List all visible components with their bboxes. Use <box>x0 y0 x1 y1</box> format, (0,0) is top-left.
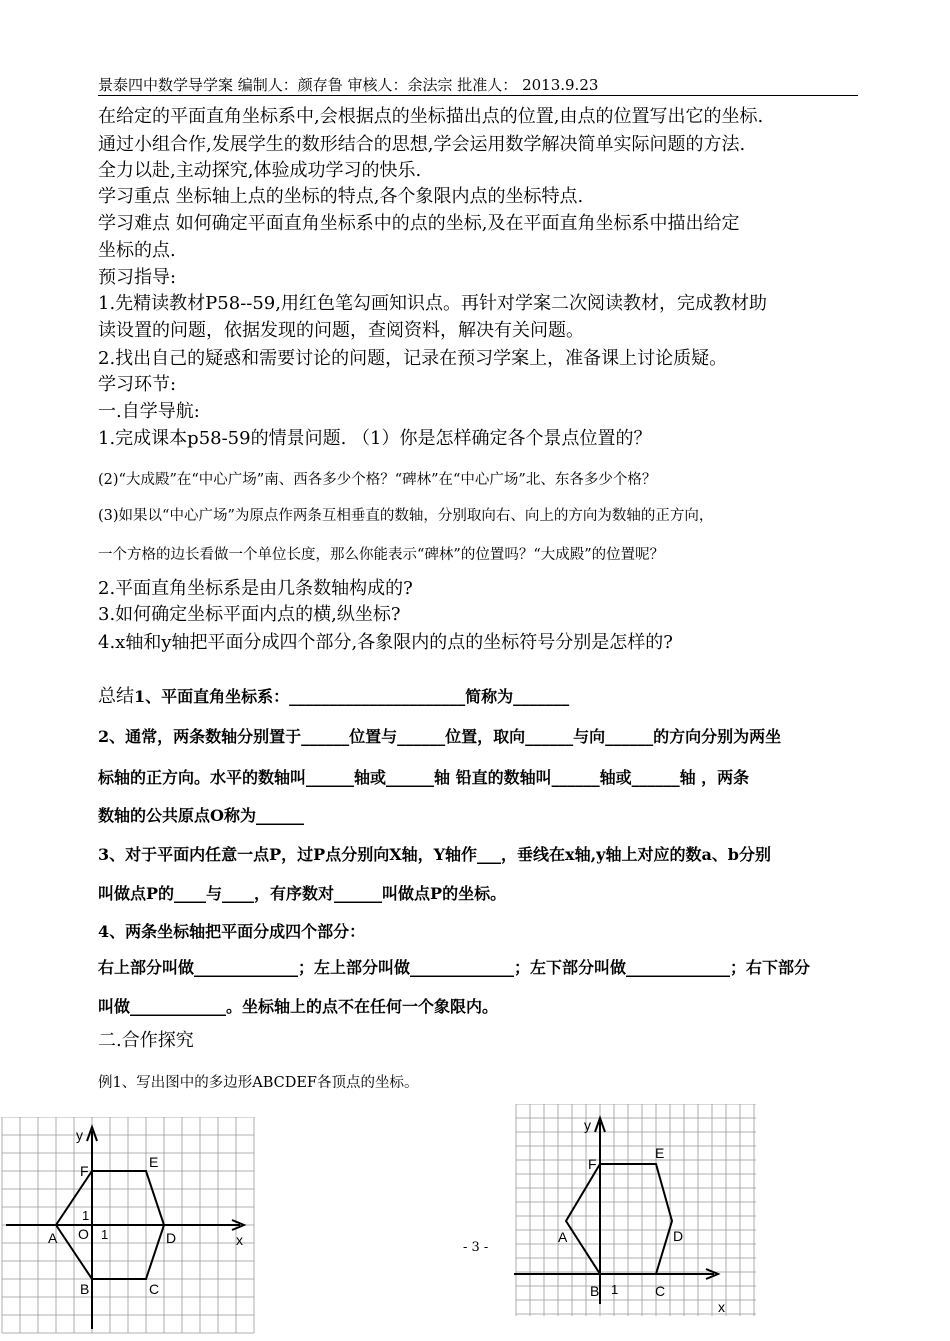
unit-y-left: 1 <box>82 1208 90 1223</box>
header-rule <box>98 95 858 96</box>
vertex-c-right: C <box>655 1283 666 1299</box>
vertex-a-left: A <box>48 1230 58 1246</box>
page-header: 景泰四中数学导学案 编制人：颜存鲁 审核人：余法宗 批准人： 2013.9.23 <box>98 76 599 94</box>
objective-1: 在给定的平面直角坐标系中,会根据点的坐标描出点的位置,由点的位置写出它的坐标. <box>98 106 764 127</box>
question-4: 4.x轴和y轴把平面分成四个部分,各象限内的点的坐标符号分别是怎样的? <box>98 632 673 653</box>
preview-item-1b: 读设置的问题，依据发现的问题，查阅资料，解决有关问题。 <box>98 320 584 341</box>
grid-right <box>516 1104 756 1316</box>
origin-label-left: O <box>78 1226 89 1242</box>
unit-x-right: 1 <box>611 1282 619 1297</box>
x-label-right: x <box>718 1299 725 1315</box>
page-number: - 3 - <box>463 1240 489 1255</box>
summary-4b: 叫做____________。坐标轴上的点不在任何一个象限内。 <box>98 997 499 1016</box>
summary-2c: 数轴的公共原点O称为______ <box>98 806 304 825</box>
preview-title: 预习指导: <box>98 267 177 288</box>
question-3: 3.如何确定坐标平面内点的横,纵坐标? <box>98 604 401 625</box>
key-points: 学习重点 坐标轴上点的坐标的特点,各个象限内点的坐标特点. <box>98 186 584 207</box>
self-study-heading: 一.自学导航: <box>98 401 200 422</box>
summary-4: 4、两条坐标轴把平面分成四个部分： <box>98 922 366 941</box>
summary-1 <box>98 686 569 708</box>
vertex-f-left: F <box>80 1163 89 1179</box>
summary-prefix: 总结 <box>98 686 134 707</box>
question-1: 1.完成课本p58-59的情景问题. （1）你是怎样确定各个景点位置的？ <box>98 428 652 449</box>
vertex-b-right: B <box>590 1283 600 1299</box>
difficulty-line-1: 学习难点 如何确定平面直角坐标系中的点的坐标,及在平面直角坐标系中描出给定 <box>98 213 740 234</box>
summary-item-1: 1、平面直角坐标系：______________________简称为_______ <box>134 687 570 706</box>
summary-4a: 右上部分叫做_____________；左上部分叫做_____________；左下部分叫做_____________；右下部分 <box>98 958 811 977</box>
objective-3: 全力以赴,主动探究,体验成功学习的快乐. <box>98 160 422 181</box>
question-2: 2.平面直角坐标系是由几条数轴构成的? <box>98 578 413 599</box>
question-1-2: (2)“大成殿”在“中心广场”南、西各多少个格？“碑林”在“中心广场”北、东各多少个格？ <box>98 472 657 488</box>
example-1: 例1、写出图中的多边形ABCDEF各顶点的坐标。 <box>98 1075 419 1091</box>
vertex-d-right: D <box>673 1228 684 1244</box>
y-label-left: y <box>76 1127 83 1143</box>
objective-2: 通过小组合作,发展学生的数形结合的思想,学会运用数学解决简单实际问题的方法. <box>98 134 746 155</box>
vertex-e-right: E <box>655 1145 665 1161</box>
coordinate-figure-right <box>514 1104 760 1319</box>
summary-3a: 3、对于平面内任意一点P，过P点分别向X轴，Y轴作___，垂线在x轴,y轴上对应的数a、b分别 <box>98 845 771 864</box>
coordinate-figure-left <box>0 1117 258 1335</box>
summary-2b: 标轴的正方向。水平的数轴叫______轴或______轴 铅直的数轴叫______轴或______轴 ，两条 <box>98 768 750 787</box>
unit-x-left: 1 <box>101 1227 109 1242</box>
summary-3b: 叫做点P的____与____，有序数对______叫做点P的坐标。 <box>98 884 507 903</box>
section-2-title: 二.合作探究 <box>98 1030 194 1051</box>
vertex-f-right: F <box>588 1156 597 1172</box>
difficulty-line-2: 坐标的点. <box>98 240 176 261</box>
question-1-3b: 一个方格的边长看做一个单位长度，那么你能表示“碑林”的位置吗？“大成殿”的位置呢？ <box>98 547 665 563</box>
vertex-b-left: B <box>80 1281 90 1297</box>
question-1-3a: (3)如果以“中心广场”为原点作两条互相垂直的数轴，分别取向右、向上的方向为数轴的正方向， <box>98 508 714 524</box>
preview-item-2: 2.找出自己的疑惑和需要讨论的问题，记录在预习学案上，准备课上讨论质疑。 <box>98 348 728 369</box>
x-label-left: x <box>236 1232 243 1248</box>
preview-item-1a: 1.先精读教材P58--59,用红色笔勾画知识点。再针对学案二次阅读教材，完成教材助 <box>98 293 767 314</box>
vertex-a-right: A <box>558 1229 568 1245</box>
vertex-c-left: C <box>149 1281 160 1297</box>
vertex-e-left: E <box>149 1154 159 1170</box>
learning-title: 学习环节: <box>98 374 177 395</box>
summary-2a: 2、通常，两条数轴分别置于______位置与______位置，取向______与向______的方向分别为两坐 <box>98 727 782 746</box>
y-label-right: y <box>584 1117 591 1133</box>
vertex-d-left: D <box>166 1230 177 1246</box>
